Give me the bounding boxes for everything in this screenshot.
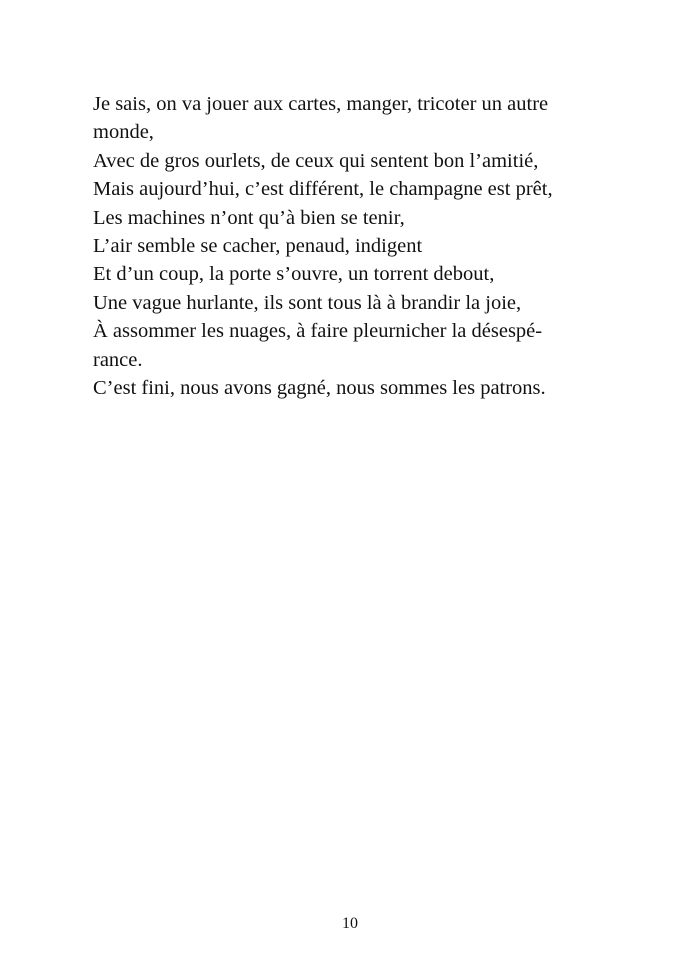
poem-line: Et d’un coup, la porte s’ouvre, un torrent debout, <box>93 263 495 286</box>
poem-line: Une vague hurlante, ils sont tous là à brandir la joie, <box>93 291 522 314</box>
poem-line: Mais aujourd’hui, c’est différent, le champagne est prêt, <box>93 178 553 201</box>
poem-line: Les machines n’ont qu’à bien se tenir, <box>93 206 405 229</box>
poem-text <box>93 90 583 402</box>
poem-line: C’est fini, nous avons gagné, nous sommes les patrons. <box>93 377 546 400</box>
poem-line: À assommer les nuages, à faire pleurnicher la désespé- <box>93 320 543 343</box>
poem-line: Je sais, on va jouer aux cartes, manger, tricoter un autre <box>93 93 549 115</box>
poem-line: monde, <box>93 121 154 144</box>
poem-line: rance. <box>93 348 143 371</box>
poem-line: L’air semble se cacher, penaud, indigent <box>93 235 423 258</box>
page-number: 10 <box>342 915 358 932</box>
poem-line: Avec de gros ourlets, de ceux qui sentent bon l’amitié, <box>93 149 539 172</box>
